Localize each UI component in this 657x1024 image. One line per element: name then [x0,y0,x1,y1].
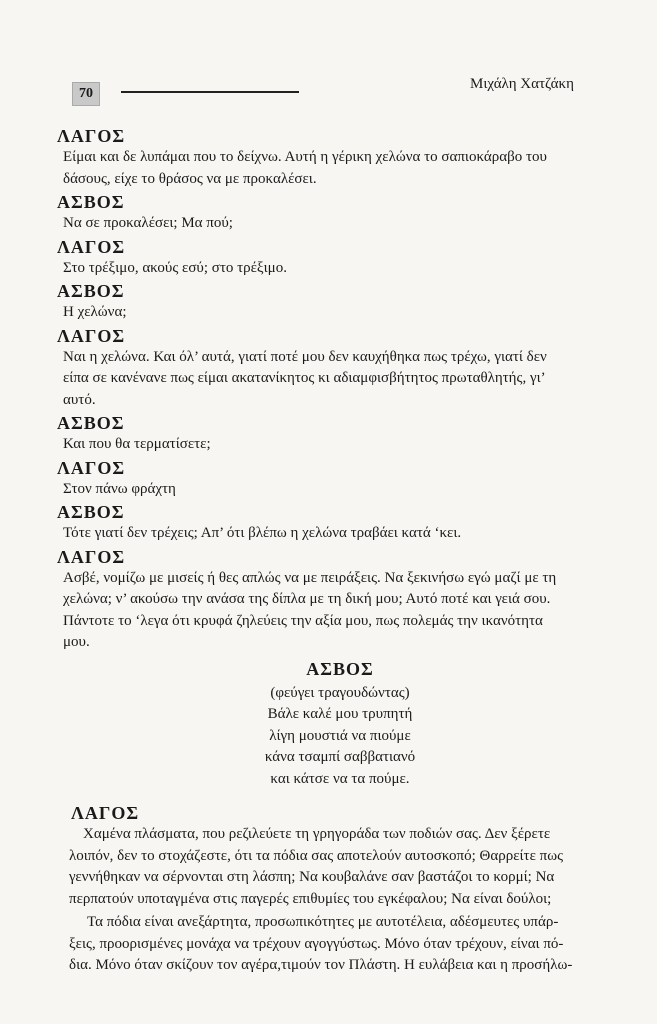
dialogue [57,125,623,654]
speech-line: λοιπόν, δεν το στοχάζεστε, ότι τα πόδια σας αποτελούν αυτοσκοπό; Θαρρείτε πως [69,847,564,864]
speech-line: Να σε προκαλέσει; Μα πού; [63,215,233,231]
speech-line: χελώνα; ν’ ακούσω την ανάσα της δίπλα με τη δική μου; Αυτό ποτέ και γειά σου. [63,591,551,607]
speaker-name: ΑΣΒΟΣ [57,502,125,522]
speaker-name: ΑΣΒΟΣ [306,658,374,679]
speech-line: είπα σε κανένανε πως είμαι ακατανίκητος κι αδιαμφισβήτητος πρωταθλητής, γι’ [63,370,546,386]
speaker-name: ΛΑΓΟΣ [57,325,126,346]
verse-line: κάνα τσαμπί σαββατιανό [264,749,416,765]
song-block [57,658,623,791]
speaker-name: ΛΑΓΟΣ [57,457,126,478]
speech-line: αυτό. [63,391,96,408]
speaker-name: ΑΣΒΟΣ [57,413,125,433]
speech-line: Τότε γιατί δεν τρέχεις; Απ’ ότι βλέπω η χελώνα τραβάει κατά ‘κει. [63,525,462,541]
speaker-name: ΛΑΓΟΣ [71,803,140,823]
speaker-name: ΛΑΓΟΣ [57,236,126,257]
speech-line: γεννήθηκαν να σέρνονται στη λάσπη; Να κουβαλάνε σαν βαστάζοι το κορμί; Να [69,869,555,885]
speech-line: Η χελώνα; [63,304,127,320]
speech-line: Πάντοτε το ‘λεγα ότι κρυφά ζηλεύεις την αξία μου, πως πολεμάς την ικανότητα [63,612,543,629]
speaker-name: ΑΣΒΟΣ [57,281,125,301]
stage-direction: (φεύγει τραγουδώντας) [270,684,410,701]
verse-line: Βάλε καλέ μου τρυπητή [267,706,413,722]
verse-line: και κάτσε να τα πούμε. [270,770,410,787]
speech-line: δια. Μόνο όταν σκίζουν τον αγέρα,τιμούν τον Πλάστη. Η ευλάβεια και η προσήλω- [69,957,573,973]
speech-line: Στο τρέξιμο, ακούς εσύ; στο τρέξιμο. [63,259,287,276]
speech-line: Και που θα τερματίσετε; [63,436,211,452]
header-rule [121,91,299,93]
speech-line: Ασβέ, νομίζω με μισείς ή θες απλώς να με πειράξεις. Να ξεκινήσω εγώ μαζί με τη [63,569,557,586]
running-head: Μιχάλη Χατζάκη [470,76,574,92]
speaker-name: ΑΣΒΟΣ [57,192,125,212]
speech-line: Χαμένα πλάσματα, που ρεζιλεύετε τη γρηγοράδα των ποδιών σας. Δεν ξέρετε [83,826,551,842]
page-number: 70 [72,82,100,106]
speech-line: Τα πόδια είναι ανεξάρτητα, προσωπικότητες με αυτοτέλεια, αδέσμευτες υπάρ- [87,914,559,930]
speaker-name: ΛΑΓΟΣ [57,546,126,567]
speech-line: Στον πάνω φράχτη [63,480,176,497]
speech-line: περπατούν υποταγμένα στις παγερές επιθυμίες του εγκέφαλου; Να είναι δούλοι; [69,890,552,907]
speech-line: ξεις, προορισμένες μονάχα να τρέχουν αγογγύστως. Μόνο όταν τρέχουν, είναι πό- [69,935,564,952]
speech-line: Ναι η χελώνα. Και όλ’ αυτά, γιατί ποτέ μου δεν καυχήθηκα πως τρέχω, γιατί δεν [63,348,547,365]
final-speech [57,802,623,977]
verse-line: λίγη μουστιά να πιούμε [269,727,411,744]
speaker-name: ΛΑΓΟΣ [57,126,126,146]
speech-line: δάσους, είχε το θράσος να με προκαλέσει. [63,170,317,187]
speech-line: μου. [63,634,90,650]
page-body [57,124,623,977]
speech-line: Είμαι και δε λυπάμαι που το δείχνω. Αυτή η γέρικη χελώνα το σαπιοκάραβο του [63,149,547,165]
